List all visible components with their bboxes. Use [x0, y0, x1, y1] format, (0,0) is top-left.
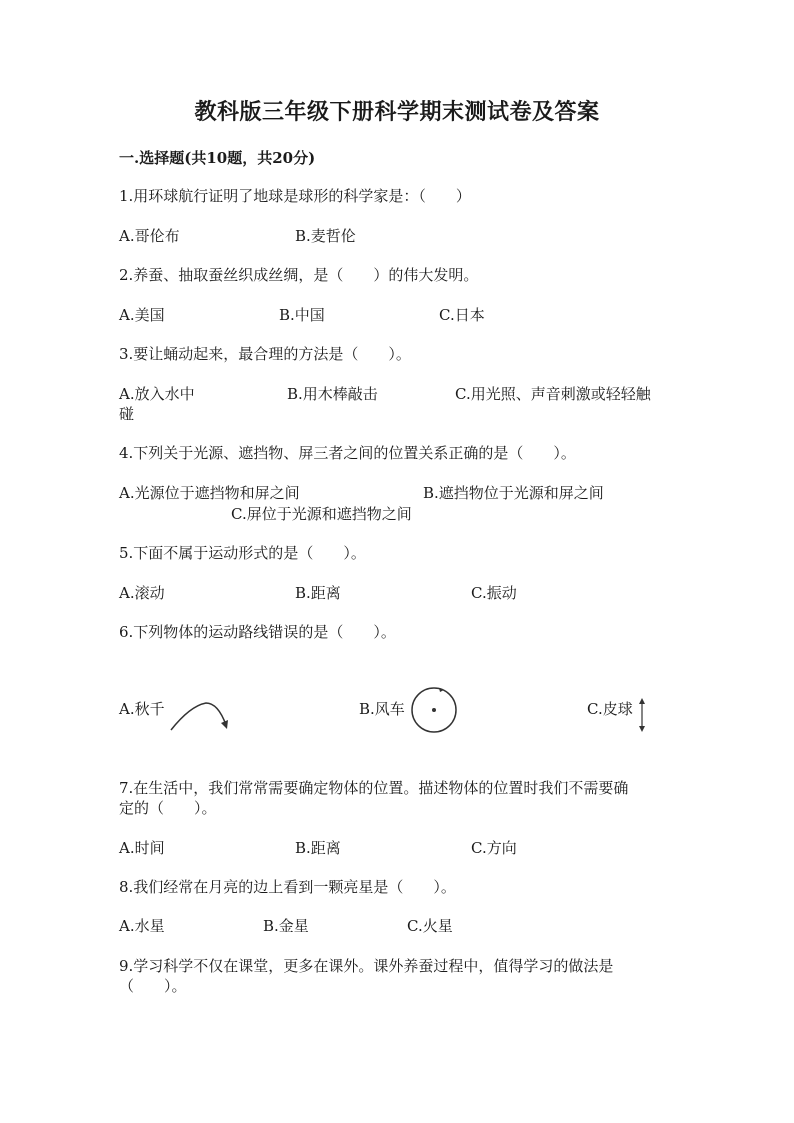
question-6-option-a: A.秋千: [119, 700, 165, 718]
ball-path-arrowhead-up: [639, 698, 645, 704]
question-1-stem: 1.用环球航行证明了地球是球形的科学家是：（ ）: [119, 187, 471, 205]
question-9-stem: 9.学习科学不仅在课堂，更多在课外。课外养蚕过程中，值得学习的做法是: [119, 957, 614, 975]
question-7-option-c: C.方向: [471, 839, 517, 857]
question-8-option-c: C.火星: [407, 917, 453, 935]
question-6-option-c: C.皮球: [587, 700, 633, 718]
ball-path-arrowhead-down: [639, 726, 645, 732]
swing-path-curve: [171, 703, 226, 730]
question-4-option-a: A.光源位于遮挡物和屏之间: [119, 484, 300, 502]
question-3-option-b: B.用木棒敲击: [287, 385, 378, 403]
ball-path-figure: [636, 697, 648, 733]
question-2-option-a: A.美国: [119, 306, 165, 324]
question-7-option-b: B.距离: [295, 839, 341, 857]
question-9-stem-continued: （ ）。: [119, 977, 187, 995]
question-8-option-b: B.金星: [263, 917, 309, 935]
question-7-stem-continued: 定的（ ）。: [119, 799, 217, 817]
question-5-option-b: B.距离: [295, 584, 341, 602]
question-1-option-b: B.麦哲伦: [295, 227, 356, 245]
question-6-stem: 6.下列物体的运动路线错误的是（ ）。: [119, 623, 396, 641]
question-2-option-c: C.日本: [439, 306, 485, 324]
question-5-option-c: C.振动: [471, 584, 517, 602]
question-5-stem: 5.下面不属于运动形式的是（ ）。: [119, 544, 366, 562]
question-7-stem: 7.在生活中，我们常常需要确定物体的位置。描述物体的位置时我们不需要确: [119, 779, 629, 797]
question-3-option-a: A.放入水中: [119, 385, 195, 403]
swing-path-figure: [168, 698, 232, 734]
question-3-stem: 3.要让蛹动起来，最合理的方法是（ ）。: [119, 345, 411, 363]
question-6-option-b: B.风车: [359, 700, 405, 718]
question-8-option-a: A.水星: [119, 917, 165, 935]
question-4-option-c: C.屏位于光源和遮挡物之间: [231, 505, 412, 523]
question-3-option-c: C.用光照、声音刺激或轻轻触: [455, 385, 651, 403]
question-3-option-c-continued: 碰: [119, 405, 135, 423]
question-4-stem: 4.下列关于光源、遮挡物、屏三者之间的位置关系正确的是（ ）。: [119, 444, 576, 462]
windmill-center-dot: [432, 708, 436, 712]
question-8-stem: 8.我们经常在月亮的边上看到一颗亮星是（ ）。: [119, 878, 456, 896]
question-2-option-b: B.中国: [279, 306, 325, 324]
document-title: 教科版三年级下册科学期末测试卷及答案: [194, 99, 600, 125]
question-4-option-b: B.遮挡物位于光源和屏之间: [423, 484, 604, 502]
section-heading: 一.选择题(共10题，共20分): [119, 149, 316, 167]
question-2-stem: 2.养蚕、抽取蚕丝织成丝绸，是（ ）的伟大发明。: [119, 266, 479, 284]
question-7-option-a: A.时间: [119, 839, 165, 857]
windmill-path-figure: [410, 686, 460, 736]
question-5-option-a: A.滚动: [119, 584, 165, 602]
question-1-option-a: A.哥伦布: [119, 227, 180, 245]
